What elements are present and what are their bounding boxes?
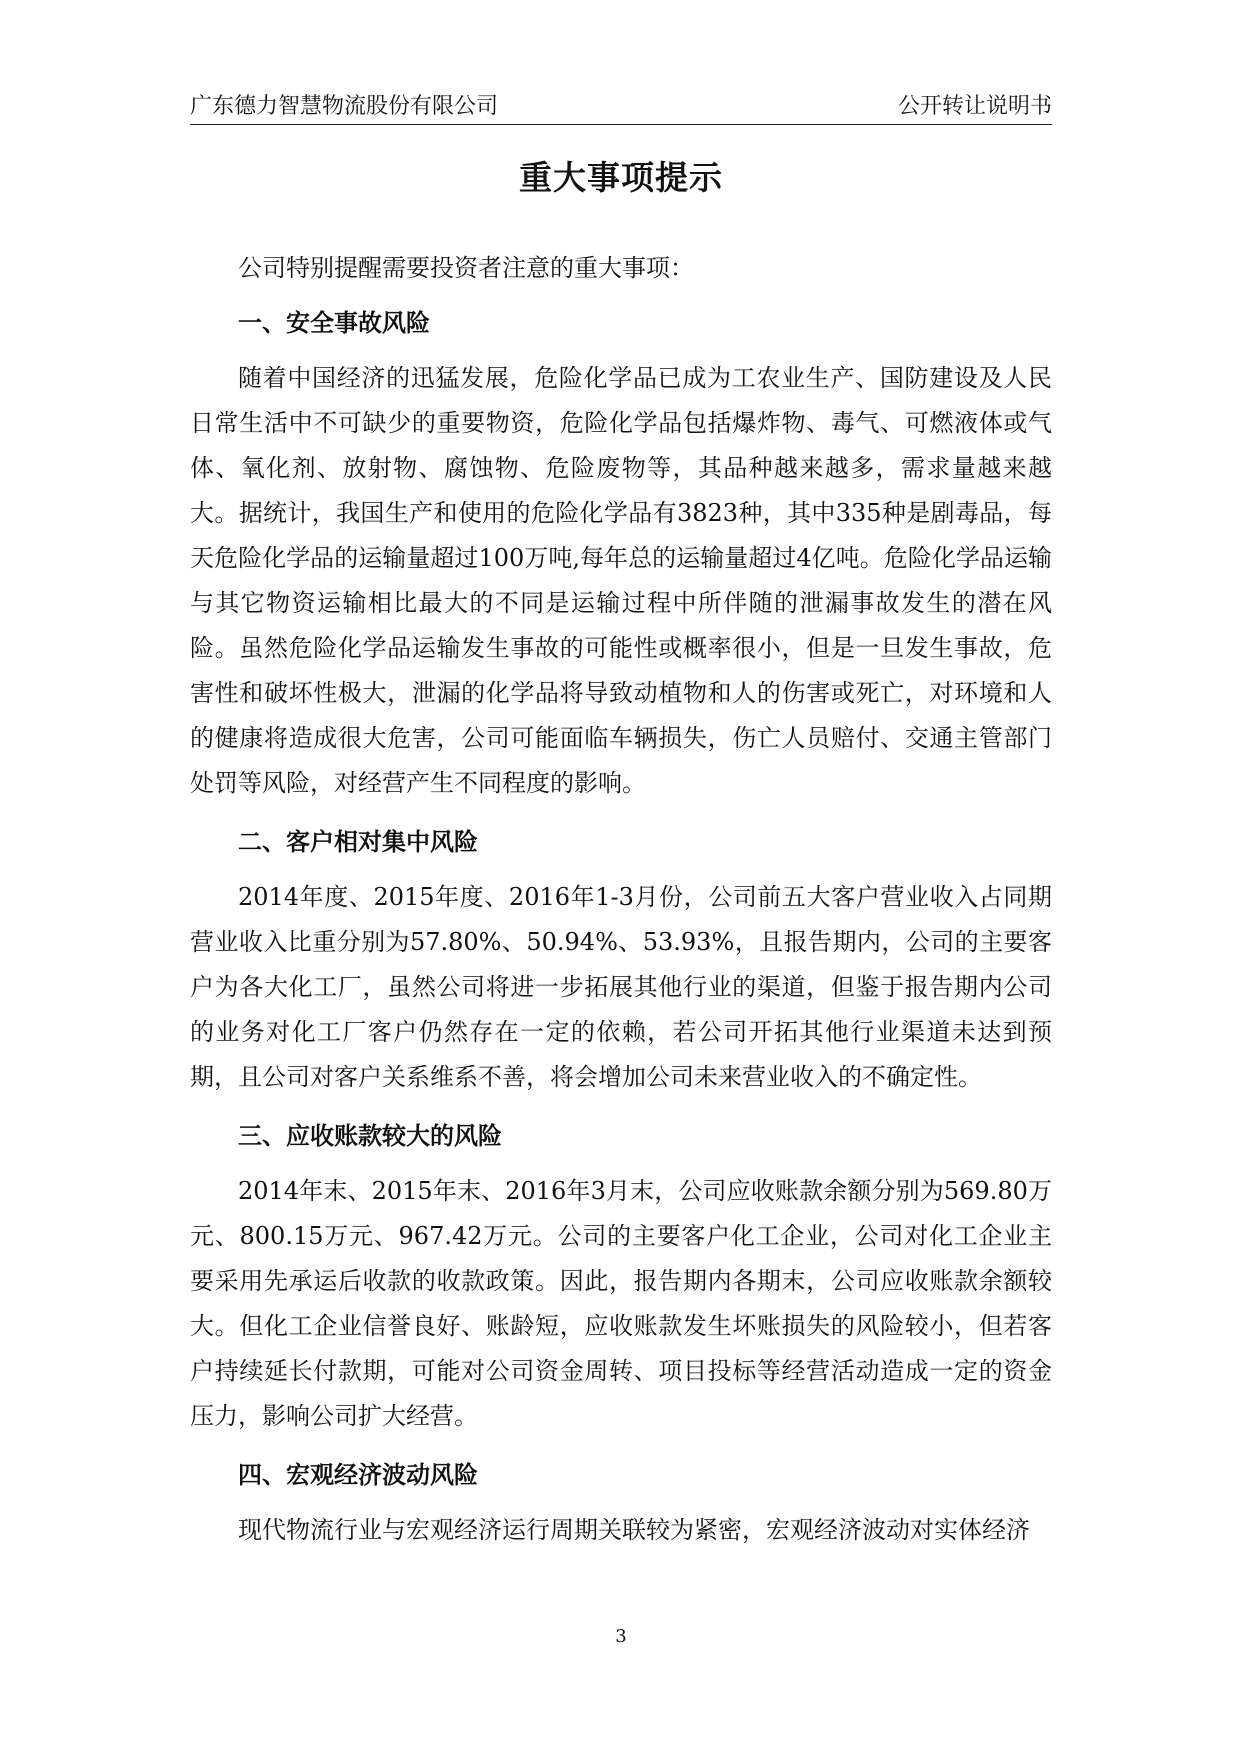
section-heading-3: 三、应收账款较大的风险 — [238, 1122, 502, 1150]
section-heading-4: 四、宏观经济波动风险 — [238, 1461, 478, 1489]
header-company-name: 广东德力智慧物流股份有限公司 — [190, 94, 499, 119]
section-body-3: 2014年末、2015年末、2016年3月末，公司应收账款余额分别为569.80万元、800.15万元、967.42万元。公司的主要客户化工企业，公司对化工企业主要采用先承运后收款的收款政策。因此，报告期内各期末，公司应收账款余额较大。但化工企业信誉良好、账龄短，应收账款发生坏账损失的风险较小，但若客户持续延长付款期，可能对公司资金周转、项目投标等经营活动造成一定的资金压力，影响公司扩大经营。 — [190, 1177, 1052, 1430]
header-document-type: 公开转让说明书 — [897, 94, 1052, 119]
section-body-2: 2014年度、2015年度、2016年1-3月份，公司前五大客户营业收入占同期营业收入比重分别为57.80%、50.94%、53.93%，且报告期内，公司的主要客户为各大化工厂，虽然公司将进一步拓展其他行业的渠道，但鉴于报告期内公司的业务对化工厂客户仍然存在一定的依赖，若公司开拓其他行业渠道未达到预期，且公司对客户关系维系不善，将会增加公司未来营业收入的不确定性。 — [190, 883, 1052, 1091]
page-header — [190, 86, 1052, 125]
page-title: 重大事项提示 — [519, 158, 723, 197]
intro-paragraph: 公司特别提醒需要投资者注意的重大事项： — [238, 254, 694, 282]
section-body-1: 随着中国经济的迅猛发展，危险化学品已成为工农业生产、国防建设及人民日常生活中不可缺少的重要物资，危险化学品包括爆炸物、毒气、可燃液体或气体、氧化剂、放射物、腐蚀物、危险废物等，其品种越来越多，需求量越来越大。据统计，我国生产和使用的危险化学品有3823种，其中335种是剧毒品，每天危险化学品的运输量超过100万吨,每年总的运输量超过4亿吨。危险化学品运输与其它物资运输相比最大的不同是运输过程中所伴随的泄漏事故发生的潜在风险。虽然危险化学品运输发生事故的可能性或概率很小，但是一旦发生事故，危害性和破坏性极大，泄漏的化学品将导致动植物和人的伤害或死亡，对环境和人的健康将造成很大危害，公司可能面临车辆损失，伤亡人员赔付、交通主管部门处罚等风险，对经营产生不同程度的影响。 — [190, 364, 1052, 797]
document-body — [190, 246, 1052, 1553]
section-heading-2: 二、客户相对集中风险 — [238, 828, 478, 856]
section-body-4: 现代物流行业与宏观经济运行周期关联较为紧密，宏观经济波动对实体经济 — [238, 1516, 1030, 1544]
page-number: 3 — [615, 1626, 627, 1647]
section-heading-1: 一、安全事故风险 — [238, 309, 430, 337]
